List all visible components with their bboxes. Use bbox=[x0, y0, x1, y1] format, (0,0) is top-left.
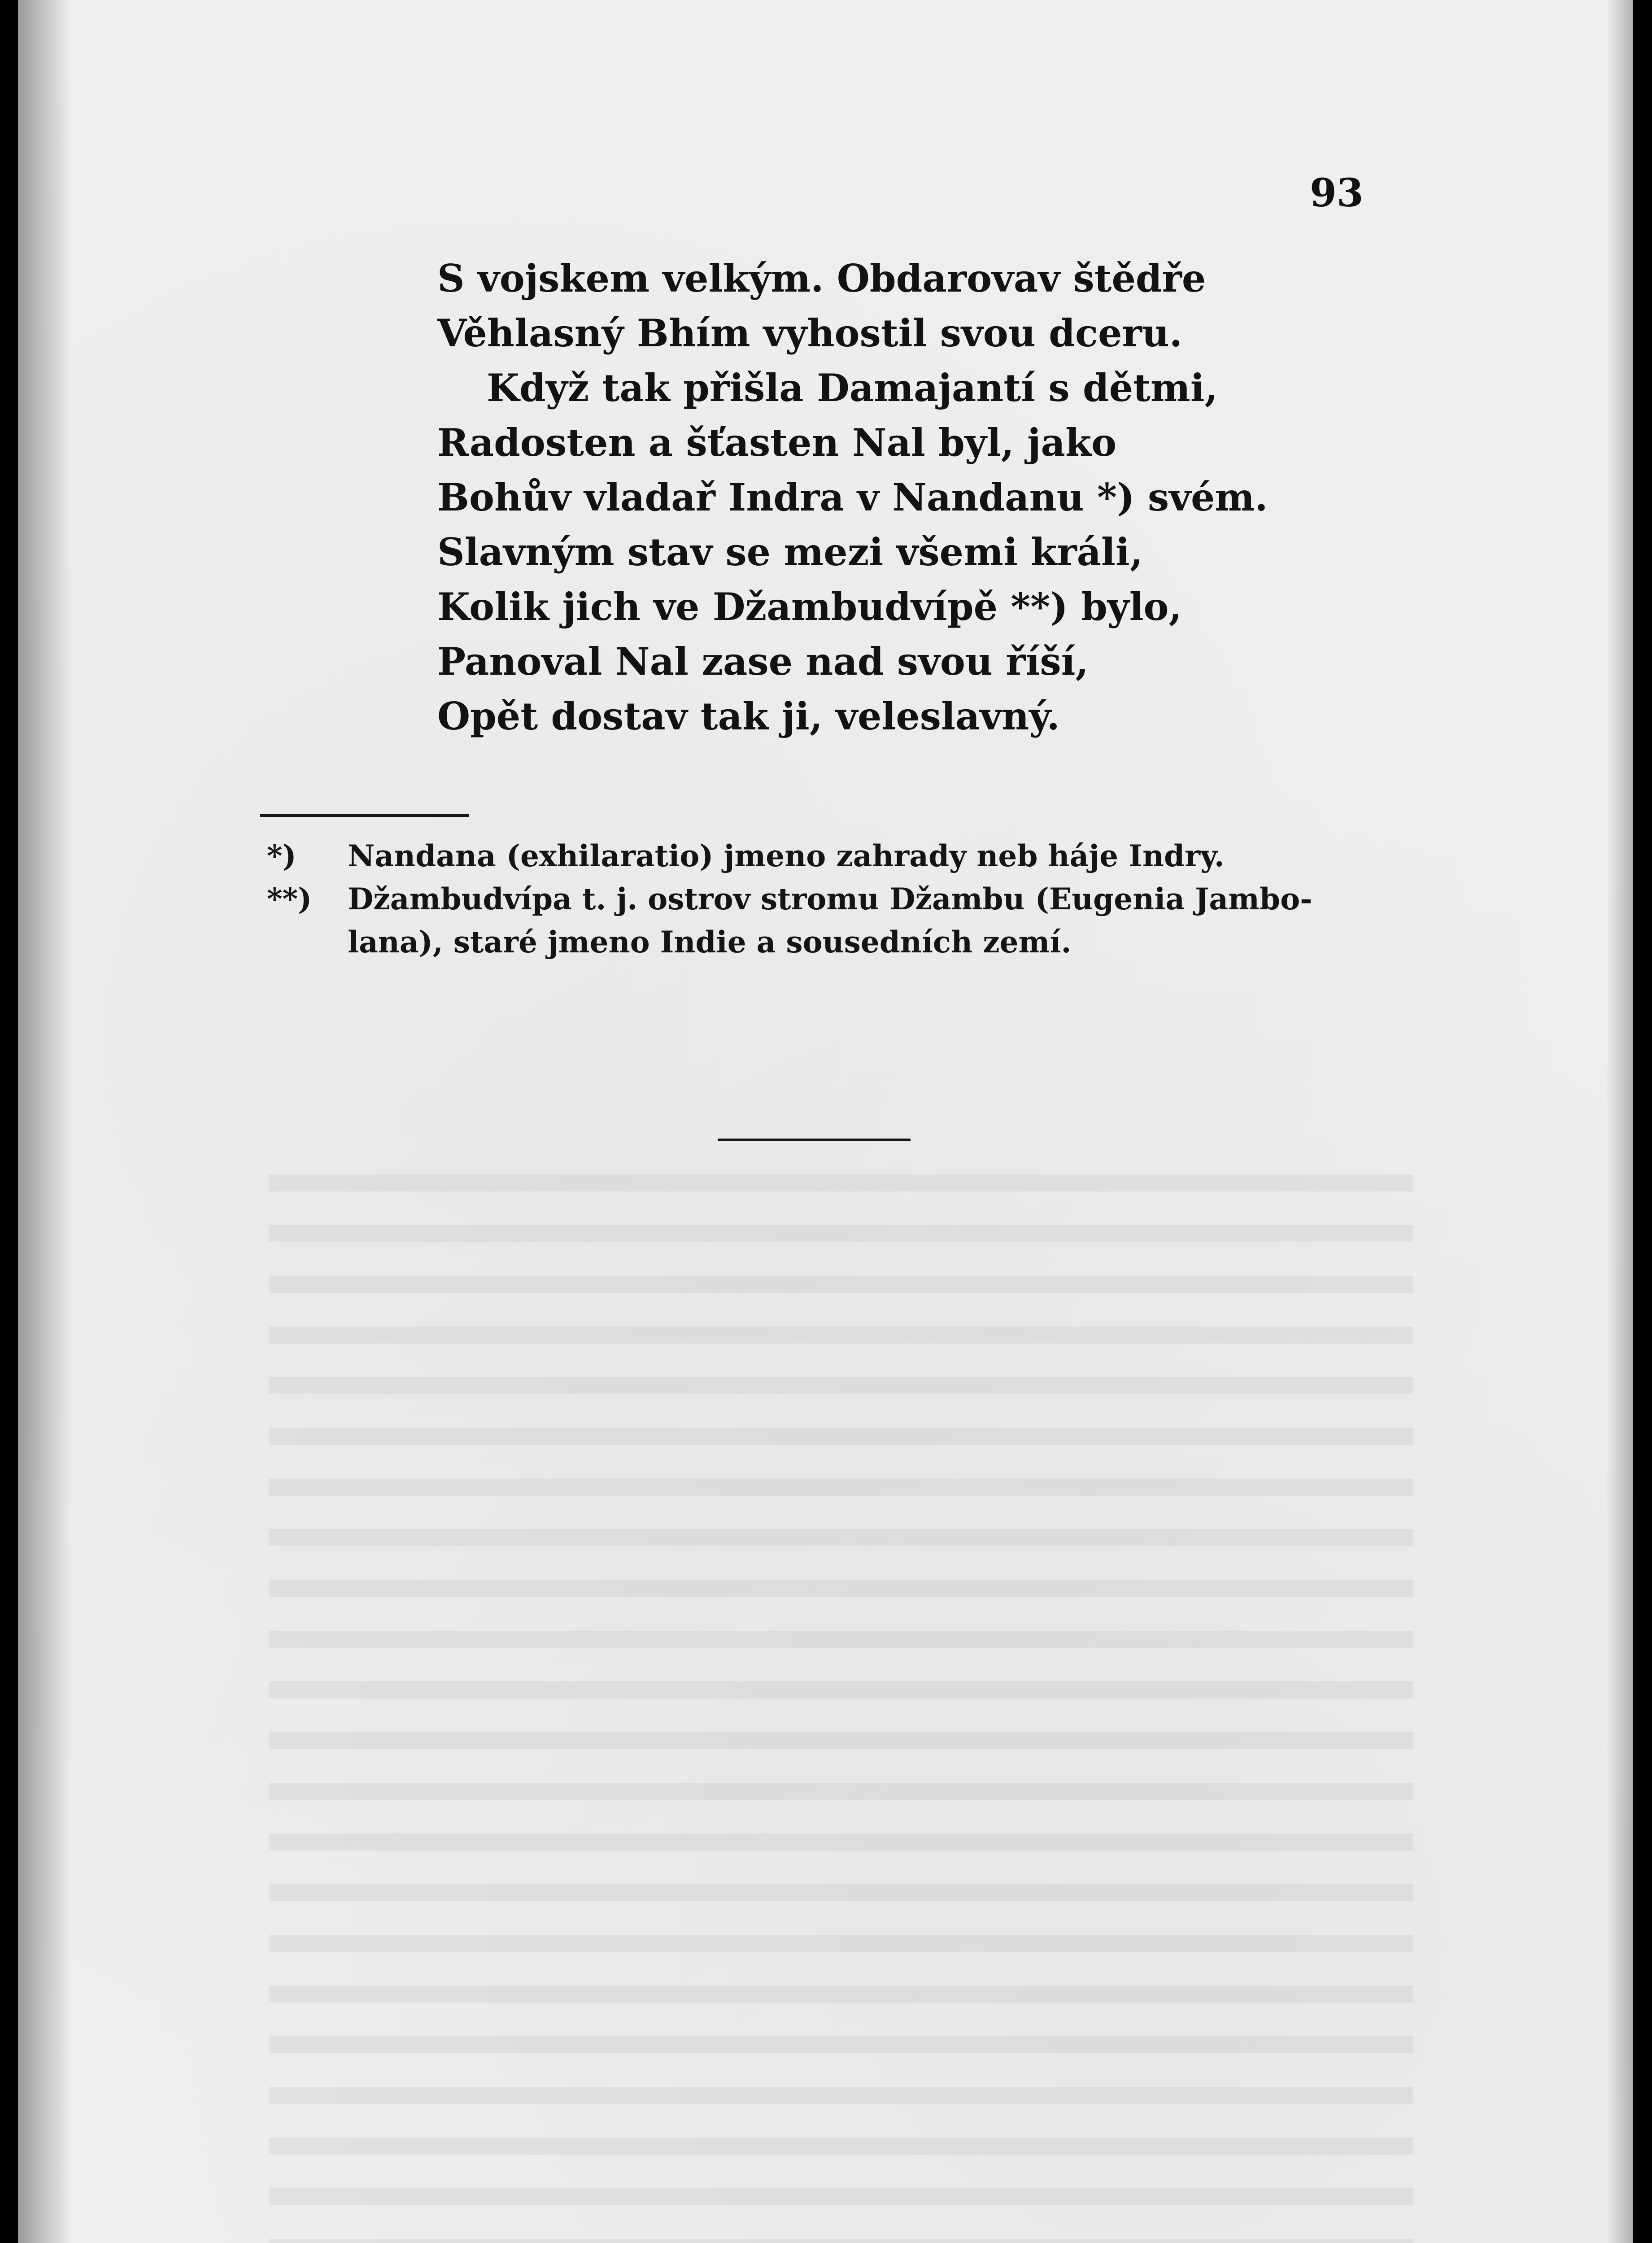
footnotes bbox=[267, 834, 1312, 964]
show-through-text bbox=[269, 1148, 1413, 2243]
book-page bbox=[18, 0, 1633, 2243]
footnote-continuation: lana), staré jmeno Indie a sousedních zemí. bbox=[348, 925, 1072, 960]
footnote-text: Džambudvípa t. j. ostrov stromu Džambu (Eugenia Jambo- bbox=[348, 881, 1312, 916]
verse-line: Slavným stav se mezi všemi králi, bbox=[437, 530, 1143, 574]
page-left-shadow bbox=[18, 0, 72, 2243]
footnote-text: Nandana (exhilaratio) jmeno zahrady neb háje Indry. bbox=[348, 838, 1225, 873]
verse-line: Kolik jich ve Džambudvípě **) bylo, bbox=[437, 585, 1182, 629]
verse-line: Panoval Nal zase nad svou říší, bbox=[437, 639, 1089, 684]
verse-line: Radosten a šťasten Nal byl, jako bbox=[437, 420, 1117, 465]
footnote-mark: *) bbox=[267, 838, 296, 873]
verse-line: S vojskem velkým. Obdarovav štědře bbox=[437, 256, 1206, 301]
footnote bbox=[267, 877, 1312, 921]
page-number: 93 bbox=[1310, 170, 1364, 216]
footnote-mark: **) bbox=[267, 881, 312, 916]
page-right-shadow bbox=[1606, 0, 1633, 2243]
footnote-separator bbox=[260, 814, 469, 817]
verse-line: Bohův vladař Indra v Nandanu *) svém. bbox=[437, 475, 1268, 519]
verse-block bbox=[437, 251, 1268, 744]
verse-line: Opět dostav tak ji, veleslavný. bbox=[437, 694, 1060, 738]
section-end-rule bbox=[718, 1139, 911, 1141]
footnote bbox=[267, 834, 1312, 877]
verse-line: Věhlasný Bhím vyhostil svou dceru. bbox=[437, 311, 1183, 355]
verse-line: Když tak přišla Damajantí s dětmi, bbox=[487, 366, 1218, 410]
